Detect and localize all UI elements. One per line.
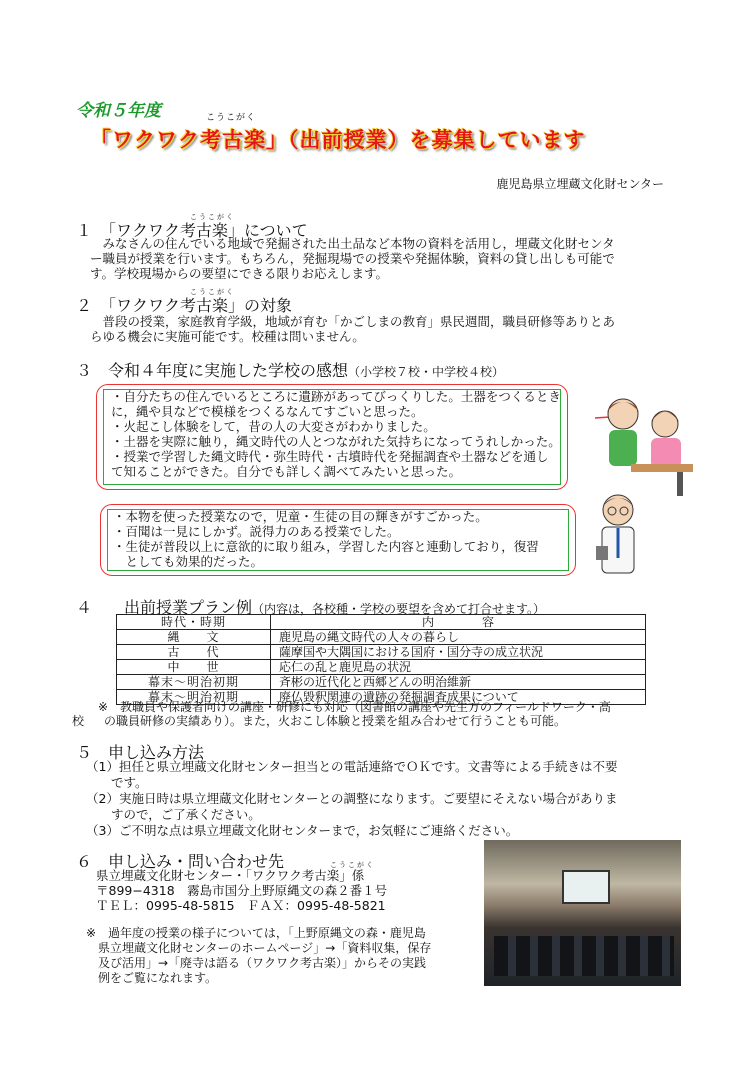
desk-top bbox=[631, 464, 693, 472]
section-4-note: （内容は，各校種・学校の要望を含めて打合せます。） bbox=[252, 602, 546, 616]
section-4-remark-line2 bbox=[72, 714, 566, 729]
comment-line: ・自分たちの住んでいるところに遺跡があってびっくりした。土器をつくるとき bbox=[111, 389, 561, 404]
teacher-comments-box bbox=[100, 504, 576, 576]
comment-line: ・本物を使った授業なので，児童・生徒の目の輝きがすごかった。 bbox=[113, 509, 488, 524]
application-item: （1）担任と県立埋蔵文化財センター担当との電話連絡でＯＫです。文書等による手続きは不要 bbox=[86, 759, 618, 774]
section-2-body bbox=[90, 314, 615, 344]
page-title: 「ワクワク考古楽」（出前授業）を募集しています bbox=[90, 128, 586, 152]
text-line: らゆる機会に実施可能です。校種は問いません。 bbox=[90, 329, 365, 344]
student-comments-box bbox=[96, 384, 568, 490]
remark-rest: の職員研修の実績あり）。また，火おこし体験と授業を組み合わせて行うことも可能。 bbox=[104, 714, 567, 728]
comment-line: ・土器を実際に触り，縄文時代の人とつながれた気持ちになってうれしかった。 bbox=[111, 434, 561, 449]
text-line: す。学校現場からの要望にできる限りお応えします。 bbox=[90, 266, 389, 281]
section-5-heading: ５ 申し込み方法 bbox=[76, 743, 205, 762]
boy-shirt bbox=[651, 438, 681, 468]
comment-line: ・生徒が普段以上に意欲的に取り組み，学習した内容と連動しており，復習 bbox=[113, 539, 539, 554]
table-row bbox=[117, 660, 646, 675]
content-cell: 廃仏毀釈関連の遺跡の発掘調査成果について bbox=[271, 690, 646, 705]
text-line: 普段の授業，家庭教育学級，地域が育む「かごしまの教育」県民週間，職員研修等ありとあ bbox=[90, 314, 616, 329]
period-cell: 中 世 bbox=[117, 660, 271, 675]
comment-line: としても効果的だった。 bbox=[113, 554, 264, 569]
section-3-title: ３ 令和４年度に実施した学校の感想 bbox=[76, 361, 349, 380]
teacher-camera bbox=[596, 546, 608, 560]
remark-line: 及び活用」→「廃寺は語る（ワクワク考古楽）」からその実践 bbox=[98, 956, 427, 970]
section-6-heading: ６ 申し込み・問い合わせ先 bbox=[76, 852, 285, 871]
classroom-photo bbox=[484, 840, 681, 986]
remark-line: ※ 過年度の授業の様子については，「上野原縄文の森・鹿児島 bbox=[86, 926, 426, 940]
table-row bbox=[117, 675, 646, 690]
section-6-remark bbox=[86, 926, 431, 986]
remark-line: 例をご覧になれます。 bbox=[98, 971, 218, 985]
section-1-heading: １ 「ワクワク考古楽」について bbox=[76, 221, 308, 240]
section-1-body bbox=[90, 236, 615, 281]
students-illustration bbox=[585, 388, 697, 498]
comment-line: ・授業で学習した縄文時代・弥生時代・古墳時代を発掘調査や土器などを通し bbox=[111, 449, 549, 464]
content-cell: 鹿児島の縄文時代の人々の暮らし bbox=[271, 630, 646, 645]
period-cell: 縄 文 bbox=[117, 630, 271, 645]
content-cell: 応仁の乱と鹿児島の状況 bbox=[271, 660, 646, 675]
lesson-plan-table bbox=[116, 614, 646, 705]
table-header-row bbox=[117, 615, 646, 630]
girl-face bbox=[608, 399, 638, 429]
text-line: ー職員が授業を行います。もちろん，発掘現場での授業や発掘体験，資料の貸し出しも可能で bbox=[90, 251, 615, 266]
contact-address: 〒899−4318 霧島市国分上野原縄文の森２番１号 bbox=[96, 883, 388, 898]
period-cell: 古 代 bbox=[117, 645, 271, 660]
photo-screen bbox=[562, 870, 610, 904]
organization-name: 鹿児島県立埋蔵文化財センター bbox=[496, 177, 664, 191]
remark-line: 県立埋蔵文化財センターのホームページ」→「資料収集，保存 bbox=[98, 941, 432, 955]
contact-info bbox=[96, 868, 387, 913]
application-item: です。 bbox=[86, 775, 148, 790]
table-row bbox=[117, 630, 646, 645]
text-line: みなさんの住んでいる地域で発掘された出土品など本物の資料を活用し，埋蔵文化財センタ bbox=[90, 236, 615, 251]
fiscal-year-label: 令和５年度 bbox=[76, 101, 161, 121]
comment-line: ・火起こし体験をして，昔の人の大変さがわかりました。 bbox=[111, 419, 436, 434]
teacher-face bbox=[603, 495, 633, 525]
student-comments bbox=[111, 389, 561, 479]
section-3-note: （小学校７校・中学校４校） bbox=[348, 365, 505, 379]
comment-line: て知ることができた。自分でも詳しく調べてみたいと思った。 bbox=[111, 464, 462, 479]
period-cell: 幕末〜明治初期 bbox=[117, 675, 271, 690]
s2-ruby: こうこがく bbox=[190, 288, 235, 296]
teacher-illustration bbox=[588, 490, 648, 586]
boy-face bbox=[652, 411, 678, 437]
application-item: （2）実施日時は県立埋蔵文化財センターとの調整になります。ご要望にそえない場合がありま bbox=[86, 791, 618, 806]
remark-prefix: 校 bbox=[72, 714, 85, 728]
comment-line: ・百聞は一見にしかず。説得力のある授業でした。 bbox=[113, 524, 400, 539]
s6-ruby: こうこがく bbox=[330, 861, 375, 869]
table-row bbox=[117, 645, 646, 660]
section-4-title: ４ 出前授業プラン例 bbox=[76, 598, 253, 617]
content-cell: 薩摩国や大隅国における国府・国分寺の成立状況 bbox=[271, 645, 646, 660]
teacher-comments bbox=[113, 509, 539, 569]
contact-phone-fax: ＴＥＬ：0995-48-5815 ＦＡＸ：0995-48-5821 bbox=[96, 898, 386, 913]
s1-ruby: こうこがく bbox=[190, 213, 235, 221]
table-header-cell: 内 容 bbox=[271, 615, 646, 630]
comment-line: に，縄や貝などで模様をつくるなんてすごいと思った。 bbox=[111, 404, 424, 419]
section-4-remark-line1: ※ 教職員や保護者向けの講座・研修にも対応（図書館の講座や先生方のフィールドワーク・高 bbox=[98, 700, 611, 714]
photo-students bbox=[494, 936, 674, 976]
application-item: すので，ご了承ください。 bbox=[86, 807, 261, 822]
section-5-body bbox=[86, 759, 617, 839]
girl-shirt bbox=[609, 430, 637, 466]
title-ruby: こうこがく bbox=[206, 113, 257, 123]
contact-name: 県立埋蔵文化財センター・「ワクワク考古楽」係 bbox=[96, 868, 365, 883]
period-cell: 幕末〜明治初期 bbox=[117, 690, 271, 705]
content-cell: 斉彬の近代化と西郷どんの明治維新 bbox=[271, 675, 646, 690]
desk-leg bbox=[677, 472, 683, 496]
application-item: （3）ご不明な点は県立埋蔵文化財センターまで，お気軽にご連絡ください。 bbox=[86, 823, 519, 838]
section-3-heading bbox=[76, 358, 504, 381]
table-header-cell: 時代・時期 bbox=[117, 615, 271, 630]
section-2-heading: ２ 「ワクワク考古楽」の対象 bbox=[76, 296, 293, 315]
